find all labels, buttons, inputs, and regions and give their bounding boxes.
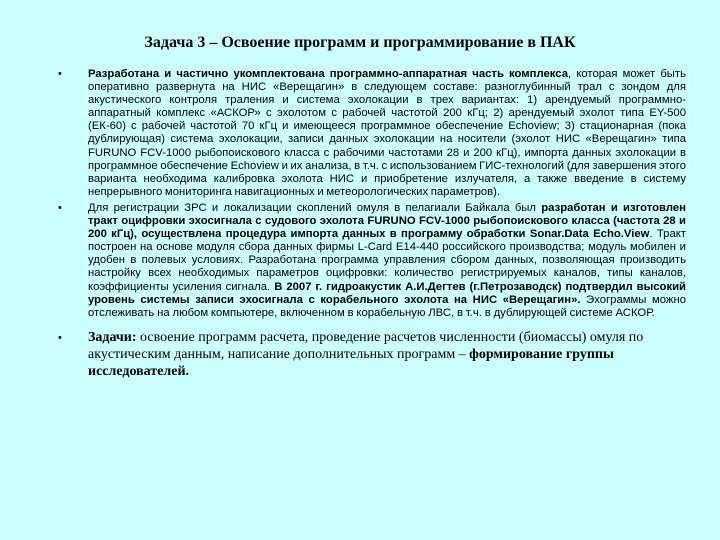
bullet-bold-text: разработан и изготовлен тракт оцифровки эхосигнала с судового эхолота FURUNO FCV-1000 рыбопоискового класса (частота 28 и 200 кГц), осуществлена процедура импорта данных в программу обработки Sonar.Data Echo.View bbox=[88, 201, 686, 241]
bullet-item-digitization bbox=[58, 202, 686, 320]
bullet-text bbox=[88, 202, 686, 320]
bullet-item-hardware bbox=[58, 68, 686, 199]
bullet-bold-text: В 2007 г. гидроакустик А.И.Дегтев (г.Петрозаводск) подтвердил высокий уровень системы записи эхосигнала с корабельного эхолота на НИС «Верещагин». bbox=[88, 280, 687, 306]
bullet-list bbox=[58, 68, 686, 380]
bullet-icon: • bbox=[58, 68, 62, 80]
bullet-body-text: . Тракт построен на основе модуля сбора данных фирмы L-Card E14-440 российского производства; модуль мобилен и удобен в полевых условиях. Разработана программа управления сбором данных, позволяющая производить настройку всех необходимых параметров оцифровки: количество регистрируемых каналов, типы каналов, коэффициенты усиления сигнала. bbox=[88, 228, 686, 293]
bullet-icon: • bbox=[58, 201, 62, 214]
bullet-bold-text: формирование группы исследователей. bbox=[88, 346, 614, 379]
bullet-body-text: Эхограммы можно отслеживать на любом компьютере, включенном в корабельную ЛВС, в т.ч. в дублирующей системе АСКОР. bbox=[88, 293, 686, 319]
bullet-item-tasks bbox=[58, 329, 686, 380]
bullet-body-text: освоение программ расчета, проведение расчетов численности (биомассы) омуля по акустическим данным, написание дополнительных программ – bbox=[88, 329, 644, 362]
bullet-bold-text: Разработана и частично укомплектована программно-аппаратная часть комплекса bbox=[88, 68, 569, 80]
bullet-icon: • bbox=[58, 331, 62, 344]
slide-title: Задача 3 – Освоение программ и программирование в ПАК bbox=[144, 34, 576, 51]
bullet-text bbox=[88, 329, 686, 380]
bullet-text bbox=[88, 68, 686, 199]
bullet-body-text: Для регистрации ЗРС и локализации скоплений омуля в пелагиали Байкала был bbox=[88, 201, 542, 214]
bullet-bold-text: Задачи: bbox=[88, 329, 137, 345]
bullet-body-text: , которая может быть оперативно развернута на НИС «Верещагин» в следующем составе: разноглубинный трал с зондом для акустического контроля траления и система эхолокации в трех вариантах: 1) арендуемый программно-аппаратный комплекс «АСКОР» с эхолотом с рабочей частотой 200 кГц; 2) арендуемый эхолот типа EY-500 (ЕК-60) с рабочей частотой 70 кГц и имеющееся программное обеспечение Echoview; 3) стационарная (пока дублирующая) система эхолокации, записи данных эхолокации на носители (эхолот НИС «Верещагин» типа FURUNO FCV-1000 рыбопоискового класса с рабочими частотами 28 и 200 кГц), импорта данных эхолокации в программное обеспечение Echoview и их анализа, в т.ч. с использованием ГИС-технологий (для завершения этого варианта необходима калибровка эхолота НИС и приобретение излучателя, а также введение в систему непрерывного мониторинга навигационных и метеорологических параметров). bbox=[88, 68, 686, 198]
